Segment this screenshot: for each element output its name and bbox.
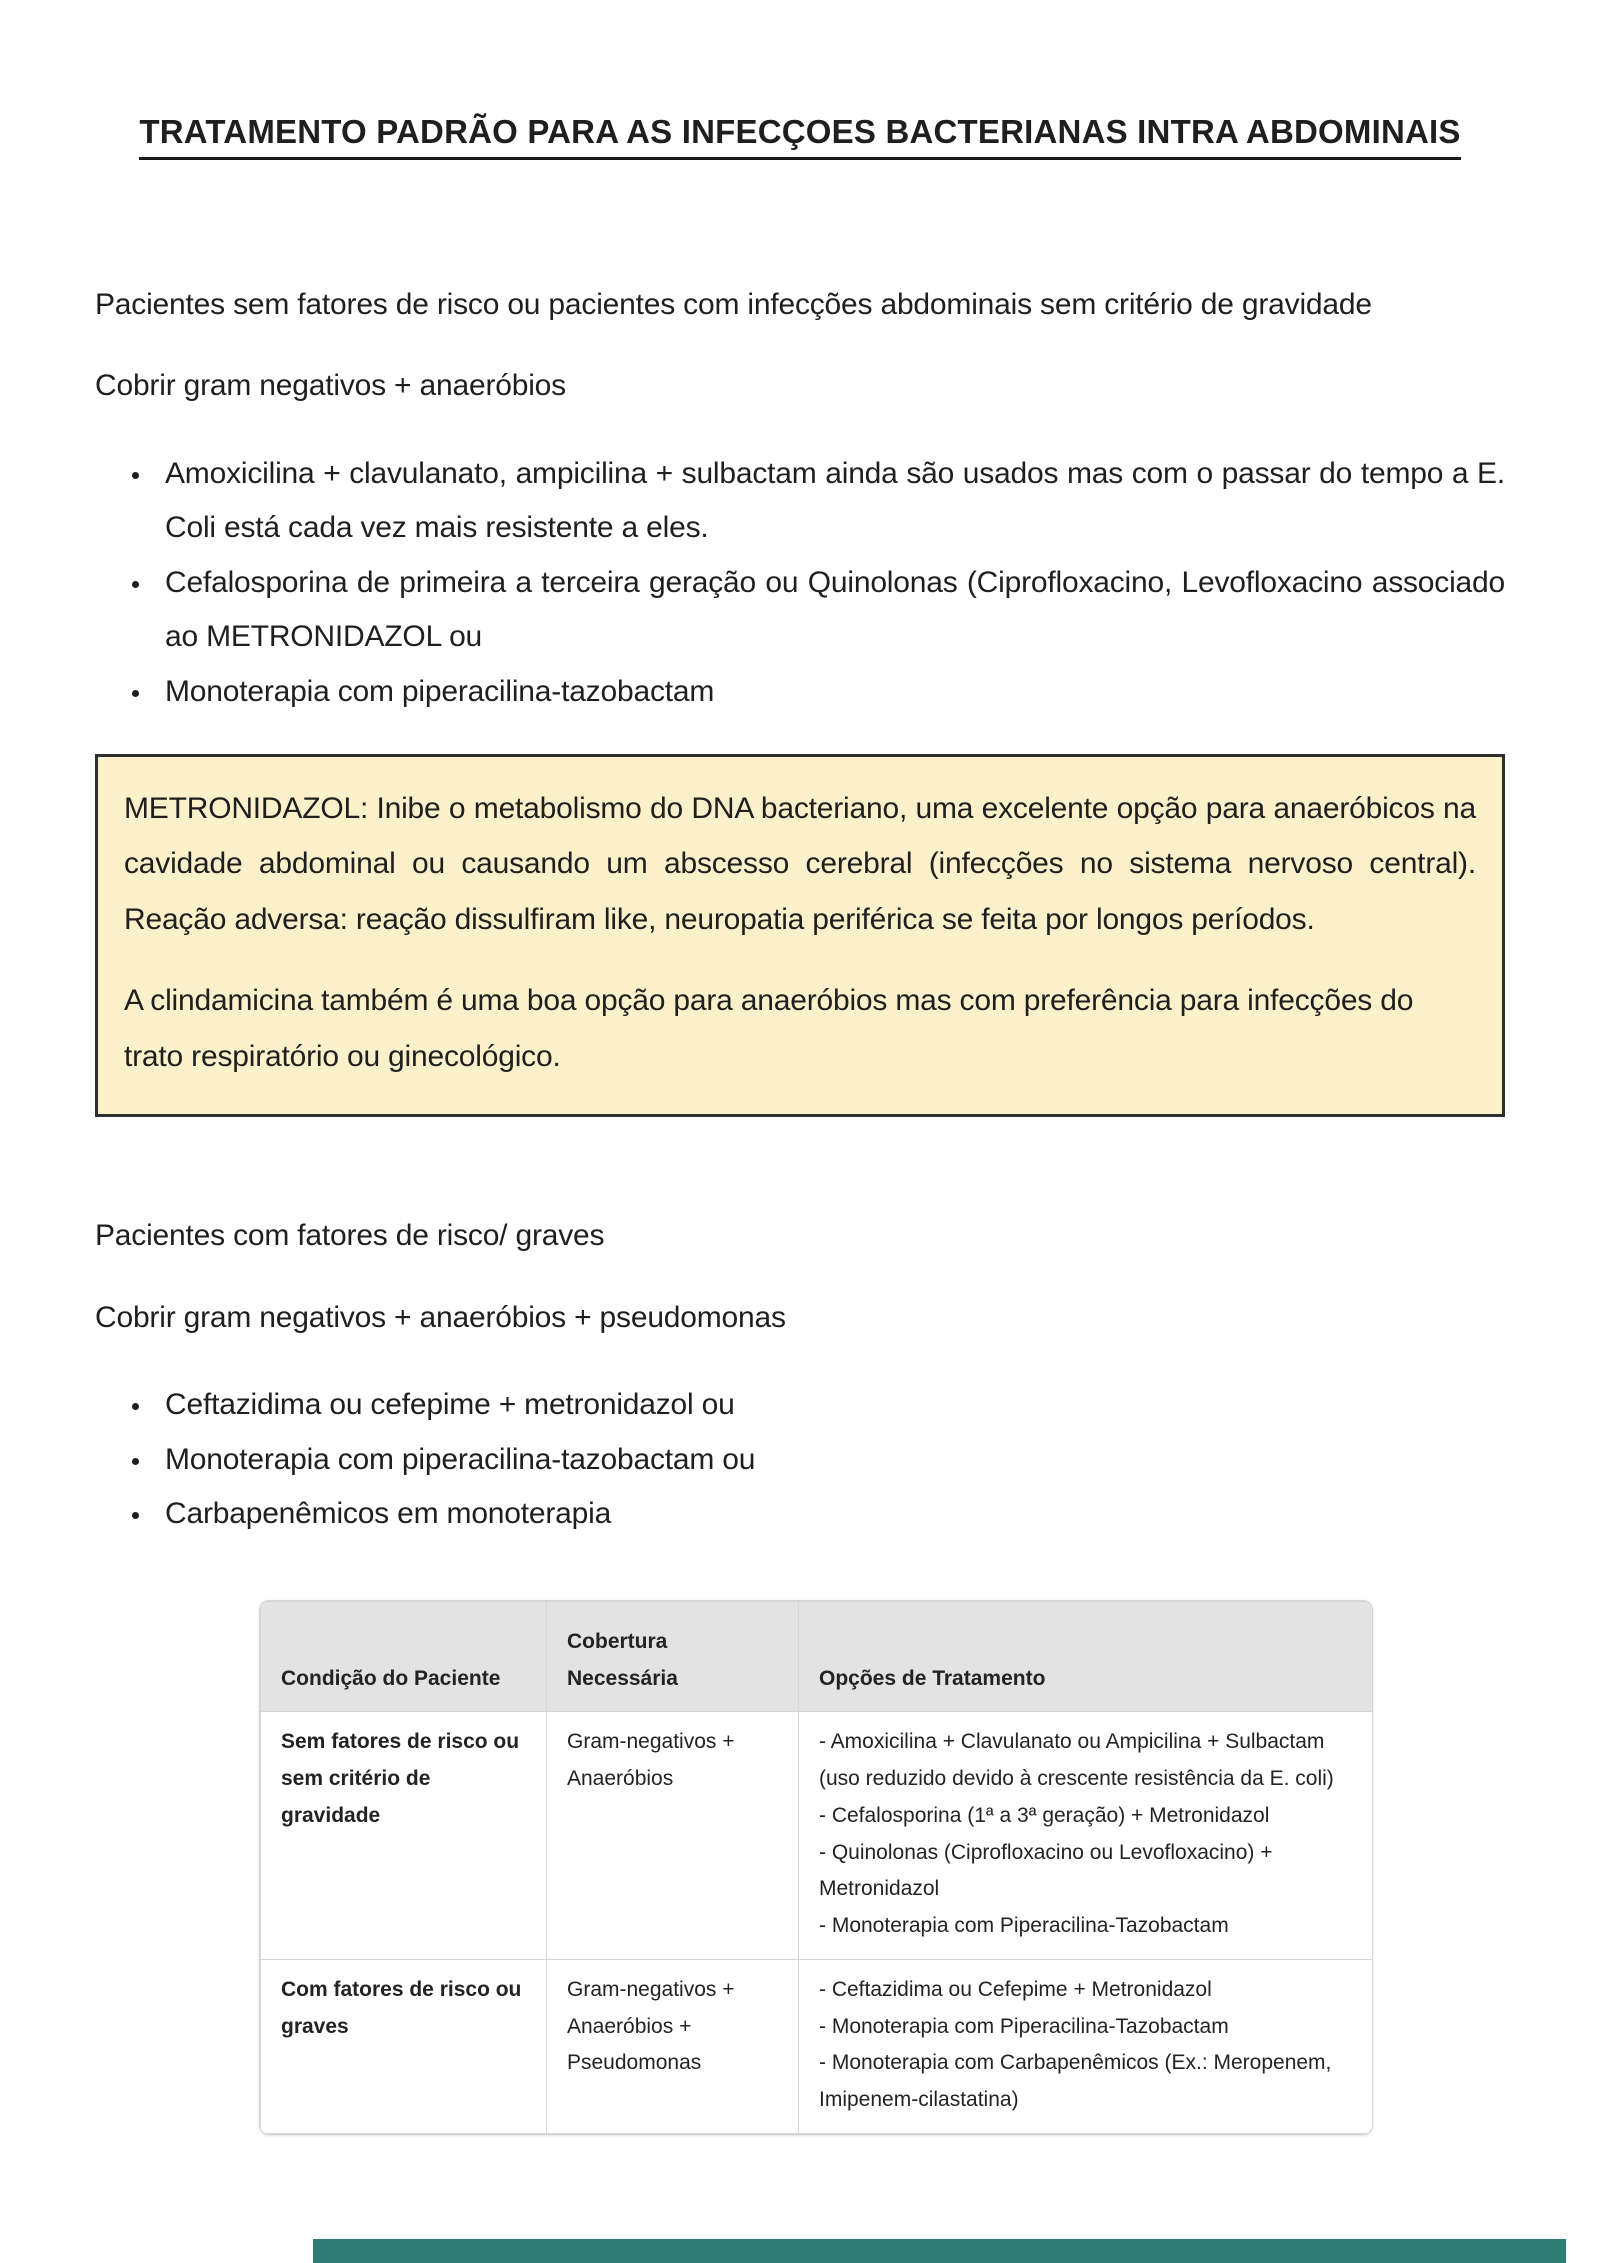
section1-intro: Pacientes sem fatores de risco ou pacientes com infecções abdominais sem critério de gravidade xyxy=(95,287,1372,321)
options-cell xyxy=(799,1712,1374,1960)
option-line: - Ceftazidima ou Cefepime + Metronidazol xyxy=(819,1977,1212,2001)
bullet-item: • Monoterapia com piperacilina-tazobactam xyxy=(153,665,1505,720)
options-cell xyxy=(799,1959,1374,2133)
bullet-item: • Monoterapia com piperacilina-tazobactam ou xyxy=(153,1433,1505,1488)
option-line: - Monoterapia com Piperacilina-Tazobactam xyxy=(819,1914,1229,1938)
next-table-header-bar xyxy=(313,2239,1566,2263)
section2-intro: Pacientes com fatores de risco/ graves xyxy=(95,1219,605,1253)
option-line: - Quinolonas (Ciprofloxacino ou Levofloxacino) + Metronidazol xyxy=(819,1840,1273,1901)
option-line: - Cefalosporina (1ª a 3ª geração) + Metronidazol xyxy=(819,1803,1270,1827)
page-title-text: TRATAMENTO PADRÃO PARA AS INFECÇOES BACTERIANAS INTRA ABDOMINAIS xyxy=(139,112,1460,160)
callout-paragraph: METRONIDAZOL: Inibe o metabolismo do DNA bacteriano, uma excelente opção para anaeróbicos na cavidade abdominal ou causando um abscesso cerebral (infecções no sistema nervoso central). Reação adversa: reação dissulfiram like, neuropatia periférica se feita por longos períodos. xyxy=(124,791,1476,936)
option-line: - Amoxicilina + Clavulanato ou Ampicilina + Sulbactam (uso reduzido devido à crescente resistência da E. coli) xyxy=(819,1730,1334,1791)
bullet-item: • Ceftazidima ou cefepime + metronidazol ou xyxy=(153,1378,1505,1433)
coverage-cell: Gram-negativos + Anaeróbios xyxy=(547,1712,799,1960)
section2-bullet-list xyxy=(95,1378,1505,1542)
table-row xyxy=(261,1959,1374,2133)
table-row xyxy=(261,1712,1374,1960)
table-header-cell-condition: Condição do Paciente xyxy=(261,1601,547,1712)
table-header-row xyxy=(261,1601,1374,1712)
section2-coverage: Cobrir gram negativos + anaeróbios + pseudomonas xyxy=(95,1300,786,1334)
table-header-cell-options: Opções de Tratamento xyxy=(799,1601,1374,1712)
condition-cell: Com fatores de risco ou graves xyxy=(261,1959,547,2133)
callout-paragraph: A clindamicina também é uma boa opção para anaeróbios mas com preferência para infecções do trato respiratório ou ginecológico. xyxy=(124,984,1414,1073)
metronidazol-callout xyxy=(95,754,1505,1118)
section1-coverage: Cobrir gram negativos + anaeróbios xyxy=(95,369,566,403)
bullet-item: • Amoxicilina + clavulanato, ampicilina + sulbactam ainda são usados mas com o passar do tempo a E. Coli está cada vez mais resistente a eles. xyxy=(153,447,1505,556)
condition-cell: Sem fatores de risco ou sem critério de gravidade xyxy=(261,1712,547,1960)
table-header-cell-coverage: Cobertura Necessária xyxy=(547,1601,799,1712)
option-line: - Monoterapia com Carbapenêmicos (Ex.: Meropenem, Imipenem-cilastatina) xyxy=(819,2051,1332,2112)
section1-bullet-list xyxy=(95,447,1505,720)
bullet-item: • Carbapenêmicos em monoterapia xyxy=(153,1487,1505,1542)
option-line: - Monoterapia com Piperacilina-Tazobactam xyxy=(819,2014,1229,2038)
treatment-table-grid xyxy=(260,1601,1373,2134)
treatment-table xyxy=(259,1600,1373,2135)
coverage-cell: Gram-negativos + Anaeróbios + Pseudomonas xyxy=(547,1959,799,2133)
bullet-item: • Cefalosporina de primeira a terceira geração ou Quinolonas (Ciprofloxacino, Levofloxacino associado ao METRONIDAZOL ou xyxy=(153,556,1505,665)
page-title xyxy=(95,112,1505,160)
